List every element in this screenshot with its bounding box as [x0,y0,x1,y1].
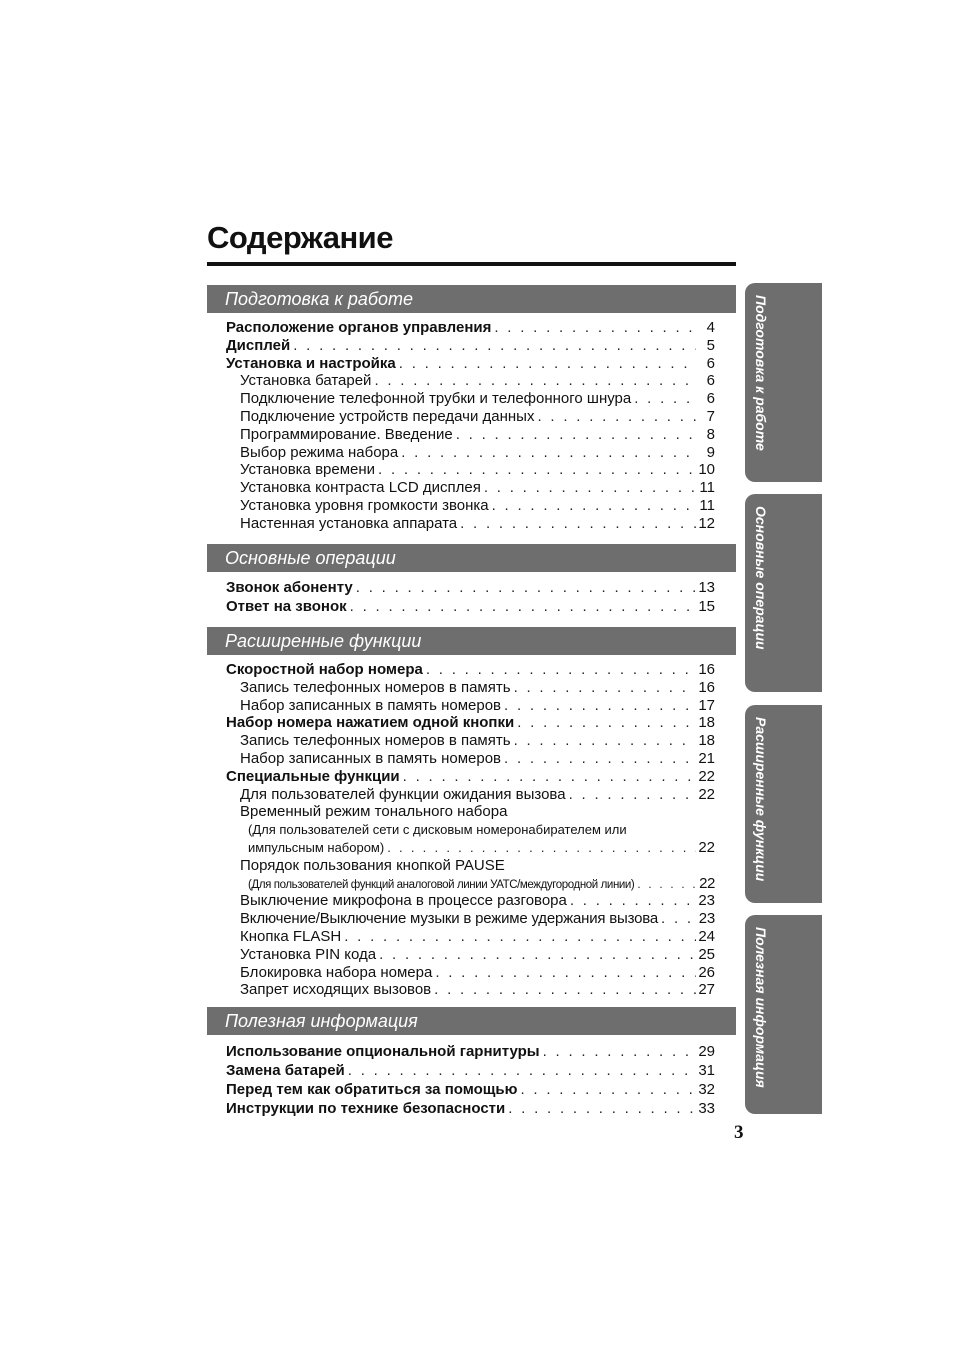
dot-leader [489,497,696,515]
dot-leader [400,768,696,786]
toc-entry-page: 23 [698,892,715,910]
side-tab-preparation[interactable] [745,283,822,482]
toc-entry[interactable] [226,390,715,408]
side-tab-label: Основные операции [753,506,769,650]
section-header-useful-information: Полезная информация [207,1007,736,1035]
toc-section-preparation [226,319,715,533]
toc-entry-label: (Для пользователей сети с дисковым номеронабирателем или [248,822,627,838]
dot-leader [341,928,696,946]
toc-entry-label: Перед тем как обратиться за помощью [226,1081,518,1098]
toc-entry-page: 22 [699,874,715,892]
toc-entry[interactable] [226,946,715,964]
side-tab-useful-information[interactable] [745,915,822,1114]
toc-entry-label: Установка времени [240,461,376,479]
dot-leader [514,714,696,732]
dot-leader [534,408,696,426]
side-tab-advanced-functions[interactable] [745,705,822,903]
toc-entry[interactable] [226,732,715,750]
toc-entry-page: 22 [698,785,715,803]
dot-leader [658,910,696,928]
toc-entry[interactable] [226,857,715,875]
toc-entry-label: Набор записанных в память номеров [240,696,502,714]
toc-entry-label: Порядок пользования кнопкой PAUSE [240,856,505,874]
toc-entry[interactable] [226,1043,715,1062]
toc-entry-label: Набор номера нажатием одной кнопки [226,714,515,732]
dot-leader [423,661,696,679]
toc-entry-page: 22 [698,767,715,785]
toc-entry[interactable] [226,875,715,893]
toc-entry-note [226,821,715,839]
toc-entry-label: Для пользователей функции ожидания вызова [240,785,566,803]
toc-entry-page: 32 [698,1081,715,1098]
toc-entry-page: 17 [698,696,715,714]
toc-entry[interactable] [226,928,715,946]
toc-entry-page: 8 [706,425,715,443]
toc-entry-page: 25 [698,945,715,963]
toc-entry-page: 10 [698,461,715,479]
toc-section-useful-information [226,1043,715,1119]
dot-leader [511,679,696,697]
toc-entry[interactable] [226,461,715,479]
dot-leader [432,964,696,982]
toc-entry[interactable] [226,892,715,910]
dot-leader [398,444,696,462]
toc-entry-page: 24 [698,927,715,945]
section-header-preparation: Подготовка к работе [207,285,736,313]
dot-leader [376,946,696,964]
toc-entry[interactable] [226,714,715,732]
page-title: Содержание [207,220,393,255]
toc-entry[interactable] [226,1100,715,1119]
toc-entry-page: 9 [706,443,715,461]
dot-leader [290,337,696,355]
toc-entry[interactable] [226,408,715,426]
toc-entry[interactable] [226,839,715,857]
toc-entry[interactable] [226,661,715,679]
dot-leader [540,1043,696,1061]
dot-leader [347,598,696,616]
toc-entry[interactable] [226,444,715,462]
title-divider [207,262,736,266]
toc-entry[interactable] [226,497,715,515]
toc-entry[interactable] [226,579,715,598]
toc-entry-page: 21 [698,749,715,767]
toc-entry[interactable] [226,679,715,697]
toc-entry-label: Установка и настройка [226,354,396,372]
toc-entry[interactable] [226,479,715,497]
toc-entry-page: 23 [698,910,715,928]
toc-entry-label: Кнопка FLASH [240,927,342,945]
toc-entry[interactable] [226,1081,715,1100]
toc-entry-page: 15 [698,598,715,615]
toc-entry[interactable] [226,750,715,768]
toc-entry-page: 22 [698,838,715,856]
toc-entry-page: 33 [698,1100,715,1117]
toc-entry-label: Подключение устройств передачи данных [240,407,535,425]
toc-entry-label: Программирование. Введение [240,425,453,443]
toc-entry-label: Скоростной набор номера [226,661,423,678]
toc-entry[interactable] [226,981,715,999]
toc-entry-label: (Для пользователей функций аналоговой линии УАТС/междугородной линии) [248,878,635,891]
dot-leader [371,372,696,390]
toc-entry-page: 16 [698,661,715,678]
dot-leader [457,515,696,533]
toc-entry[interactable] [226,426,715,444]
toc-entry-label: Запись телефонных номеров в память [240,732,511,750]
dot-leader [566,786,696,804]
toc-entry[interactable] [226,697,715,715]
dot-leader [501,697,696,715]
toc-entry-label: Запрет исходящих вызовов [240,981,432,999]
toc-entry[interactable] [226,515,715,533]
toc-entry-label: Расположение органов управления [226,319,492,336]
toc-entry-label: Настенная установка аппарата [240,514,458,532]
toc-entry-label: Использование опциональной гарнитуры [226,1043,540,1060]
dot-leader [384,839,696,857]
toc-entry-page: 12 [698,514,715,532]
toc-entry-label: Набор записанных в память номеров [240,749,502,767]
toc-entry-page: 27 [698,981,715,999]
dot-leader [631,390,696,408]
section-header-basic-operations: Основные операции [207,544,736,572]
toc-entry-page: 5 [706,336,715,354]
toc-entry-label: Запись телефонных номеров в память [240,678,511,696]
dot-leader [453,426,696,444]
toc-entry-page: 7 [706,407,715,425]
side-tab-label: Полезная информация [753,927,769,1088]
toc-entry-label: импульсным набором) [248,839,385,855]
toc-section-basic-operations [226,579,715,617]
toc-entry[interactable] [226,803,715,821]
toc-entry-page: 13 [698,579,715,596]
toc-entry-page: 16 [698,678,715,696]
toc-entry-page: 6 [706,354,715,372]
toc-entry-label: Включение/Выключение музыки в режиме удержания вызова [240,910,659,928]
dot-leader [567,892,696,910]
dot-leader [375,461,696,479]
toc-entry-page: 6 [706,372,715,390]
toc-entry-label: Установка контраста LCD дисплея [240,479,481,497]
side-tab-basic-operations[interactable] [745,494,822,692]
toc-entry-label: Подключение телефонной трубки и телефонного шнура [240,390,632,408]
dot-leader [396,355,696,373]
toc-entry-label: Выключение микрофона в процессе разговора [240,892,567,910]
dot-leader [501,750,696,768]
dot-leader [353,579,696,597]
toc-entry-label: Установка батарей [240,372,372,390]
toc-entry-label: Дисплей [226,336,291,354]
toc-entry-page: 4 [706,319,715,336]
toc-entry-page: 26 [698,963,715,981]
toc-entry-label: Ответ на звонок [226,598,347,615]
dot-leader [431,981,696,999]
dot-leader [481,479,696,497]
side-tab-label: Расширенные функции [753,717,769,882]
toc-entry[interactable] [226,964,715,982]
dot-leader [505,1100,696,1118]
toc-entry-label: Временный режим тонального набора [240,803,508,821]
toc-entry-label: Блокировка набора номера [240,963,433,981]
side-tab-label: Подготовка к работе [753,295,769,451]
toc-entry[interactable] [226,337,715,355]
toc-entry-page: 18 [698,732,715,750]
toc-entry-label: Специальные функции [226,767,400,785]
toc-entry-page: 11 [699,479,715,497]
toc-entry-page: 18 [698,714,715,732]
section-header-advanced-functions: Расширенные функции [207,627,736,655]
toc-entry-label: Установка PIN кода [240,945,377,963]
toc-entry-label: Установка уровня громкости звонка [240,496,489,514]
toc-entry[interactable] [226,372,715,390]
toc-entry[interactable] [226,355,715,373]
dot-leader [491,319,696,337]
toc-entry-label: Замена батарей [226,1062,345,1079]
toc-section-advanced-functions [226,661,715,999]
dot-leader [511,732,696,750]
page-number: 3 [734,1122,744,1143]
dot-leader [345,1062,696,1080]
toc-entry[interactable] [226,768,715,786]
toc-entry-page: 6 [706,390,715,408]
toc-entry-label: Инструкции по технике безопасности [226,1100,506,1117]
toc-entry-label: Выбор режима набора [240,443,399,461]
toc-entry[interactable] [226,910,715,928]
toc-entry-label: Звонок абоненту [226,579,353,596]
toc-entry-page: 11 [699,496,715,514]
toc-entry-page: 29 [698,1043,715,1060]
toc-entry[interactable] [226,786,715,804]
toc-entry-page: 31 [698,1062,715,1079]
toc-entry[interactable] [226,1062,715,1081]
toc-entry[interactable] [226,319,715,337]
dot-leader [517,1081,696,1099]
toc-entry[interactable] [226,598,715,617]
